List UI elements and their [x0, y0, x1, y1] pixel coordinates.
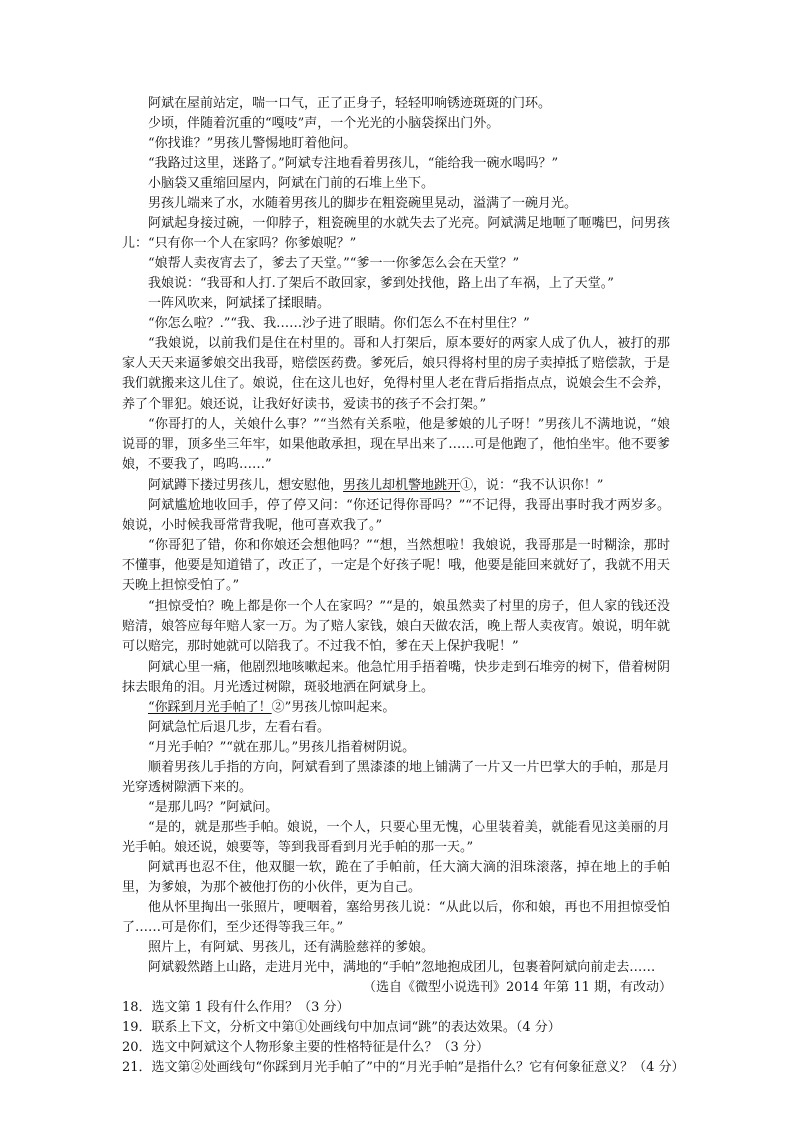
story-paragraph-18: 阿斌心里一痛，他剧烈地咳嗽起来。他急忙用手捂着嘴，快步走到石堆旁的树下，借着树阴抹去眼角的泪。月光透过树隙，斑驳地洒在阿斌身上。 [122, 660, 670, 696]
story-paragraph-11: “你怎么啦？.”“我、我……沙子进了眼睛。你们怎么不在村里住？” [148, 316, 530, 331]
story-paragraph-26: 他从怀里掏出一张照片，哽咽着，塞给男孩儿说：“从此以后，你和娘，再也不用担惊受怕了……可是你们，至少还得等我三年。” [122, 900, 670, 936]
story-paragraph-20: 阿斌急忙后退几步，左看右看。 [148, 720, 331, 735]
question-18: 18．选文第 1 段有什么作用？（3 分） [122, 1000, 350, 1015]
question-21: 21．选文第②处画线句“你踩到月光手帕了”中的“月光手帕”是指什么？它有何象征意义？（4 分） [122, 1060, 685, 1075]
story-paragraph-22: 顺着男孩儿手指的方向，阿斌看到了黑漆漆的地上铺满了一片又一片巴掌大的手帕，那是月光穿透树隙洒下来的。 [122, 760, 670, 796]
question-19: 19．联系上下文，分析文中第①处画线句中加点词“跳”的表达效果。（4 分） [122, 1020, 561, 1035]
story-paragraph-12: “我娘说，以前我们是住在村里的。哥和人打架后，原本要好的两家人成了仇人，被打的那家人天天来逼爹娘交出我哥，赔偿医药费。爹死后，娘只得将村里的房子卖掉抵了赔偿款，于是我们就搬来这儿住了。娘说，住在这儿也好，免得村里人老在背后指指点点，说娘会生不会养，养了个罪犯。娘还说，让我好好读书，爱读书的孩子不会打架。” [122, 336, 670, 412]
story-paragraph-23: “是那儿吗？”阿斌问。 [148, 800, 279, 815]
story-paragraph-17: “担惊受怕？晚上都是你一个人在家吗？”“是的，娘虽然卖了村里的房子，但人家的钱还没赔清，娘答应每年赔人家一万。为了赔人家钱，娘白天做农活，晚上帮人卖夜宵。娘说，明年就可以赔完，那时她就可以陪我了。不过我不怕，爹在天上保护我呢！” [122, 599, 670, 655]
story-paragraph-25: 阿斌再也忍不住，他双腿一软，跪在了手帕前，任大滴大滴的泪珠滚落，掉在地上的手帕里，为爹娘，为那个被他打伤的小伙伴，更为自己。 [122, 860, 670, 896]
story-paragraph-5: 小脑袋又重缩回屋内，阿斌在门前的石堆上坐下。 [148, 176, 435, 191]
story-paragraph-1: 阿斌在屋前站定，喘一口气，正了正身子，轻轻叩响锈迹斑斑的门环。 [148, 96, 552, 111]
source-citation: （选自《微型小说选刊》2014 年第 11 期，有改动） [362, 980, 672, 995]
story-paragraph-13: “你哥打的人，关娘什么事？”“当然有关系啦，他是爹娘的儿子呀！”男孩儿不满地说，“娘说哥的罪，顶多坐三年牢，如果他敢承担，现在早出来了……可是他跑了，他怕坐牢。他不要爹娘，不要我了，呜呜……” [122, 417, 670, 473]
story-paragraph-19 [122, 698, 670, 718]
paragraph-14-lead: 阿斌蹲下搂过男孩儿，想安慰他， [148, 478, 344, 493]
underlined-sentence-1: 男孩儿却机警地跳开 [343, 478, 461, 493]
story-paragraph-6: 男孩儿端来了水，水随着男孩儿的脚步在粗瓷碗里晃动，溢满了一碗月光。 [148, 196, 578, 211]
marker-2: ② [271, 700, 285, 715]
story-paragraph-24: “是的，就是那些手帕。娘说，一个人，只要心里无愧，心里装着美，就能看见这美丽的月光手帕。娘还说，娘要等，等到我哥看到月光手帕的那一天。” [122, 820, 670, 856]
story-paragraph-27: 照片上，有阿斌、男孩儿，还有满脸慈祥的爹娘。 [148, 940, 435, 955]
story-paragraph-7: 阿斌起身接过碗，一仰脖子，粗瓷碗里的水就失去了光亮。阿斌满足地咂了咂嘴巴，问男孩儿：“只有你一个人在家吗？你爹娘呢？” [122, 216, 670, 252]
story-paragraph-10: 一阵风吹来，阿斌揉了揉眼睛。 [148, 296, 331, 311]
story-paragraph-4: “我路过这里，迷路了。”阿斌专注地看着男孩儿，“能给我一碗水喝吗？” [148, 156, 559, 171]
story-paragraph-8: “娘帮人卖夜宵去了，爹去了天堂。”“爹一一你爹怎么会在天堂？” [148, 256, 520, 271]
paragraph-19-tail: ”男孩儿惊叫起来。 [284, 700, 396, 715]
underlined-sentence-2: “你踩到月光手帕了！ [148, 700, 272, 715]
story-paragraph-28: 阿斌毅然踏上山路，走进月光中，满地的“手帕”忽地抱成团儿，包裹着阿斌向前走去…… [148, 960, 656, 975]
marker-1: ① [460, 478, 474, 493]
story-paragraph-9: 我娘说：“我哥和人打.了架后不敢回家，爹到处找他，路上出了车祸，上了天堂。” [148, 276, 614, 291]
question-20: 20．选文中阿斌这个人物形象主要的性格特征是什么？（3 分） [122, 1040, 489, 1055]
story-paragraph-3: “你找谁？”男孩儿警惕地盯着他问。 [148, 136, 357, 151]
story-paragraph-2: 少顷，伴随着沉重的“嘎吱”声，一个光光的小脑袋探出门外。 [148, 116, 500, 131]
paragraph-14-tail: ，说：“我不认识你！” [473, 478, 604, 493]
story-paragraph-21: “月光手帕？”“就在那儿。”男孩儿指着树阴说。 [148, 740, 416, 755]
story-paragraph-16: “你哥犯了错，你和你娘还会想他吗？”“想，当然想啦！我娘说，我哥那是一时糊涂，那时不懂事，他要是知道错了，改正了，一定是个好孩子呢！哦，他要是能回来就好了，我就不用天天晚上担惊受怕了。” [122, 538, 670, 594]
story-paragraph-14 [122, 476, 670, 496]
story-paragraph-15: 阿斌尴尬地收回手，停了停又问：“你还记得你哥吗？”“不记得，我哥出事时我才两岁多。娘说，小时候我哥常背我呢，他可喜欢我了。” [122, 498, 670, 534]
